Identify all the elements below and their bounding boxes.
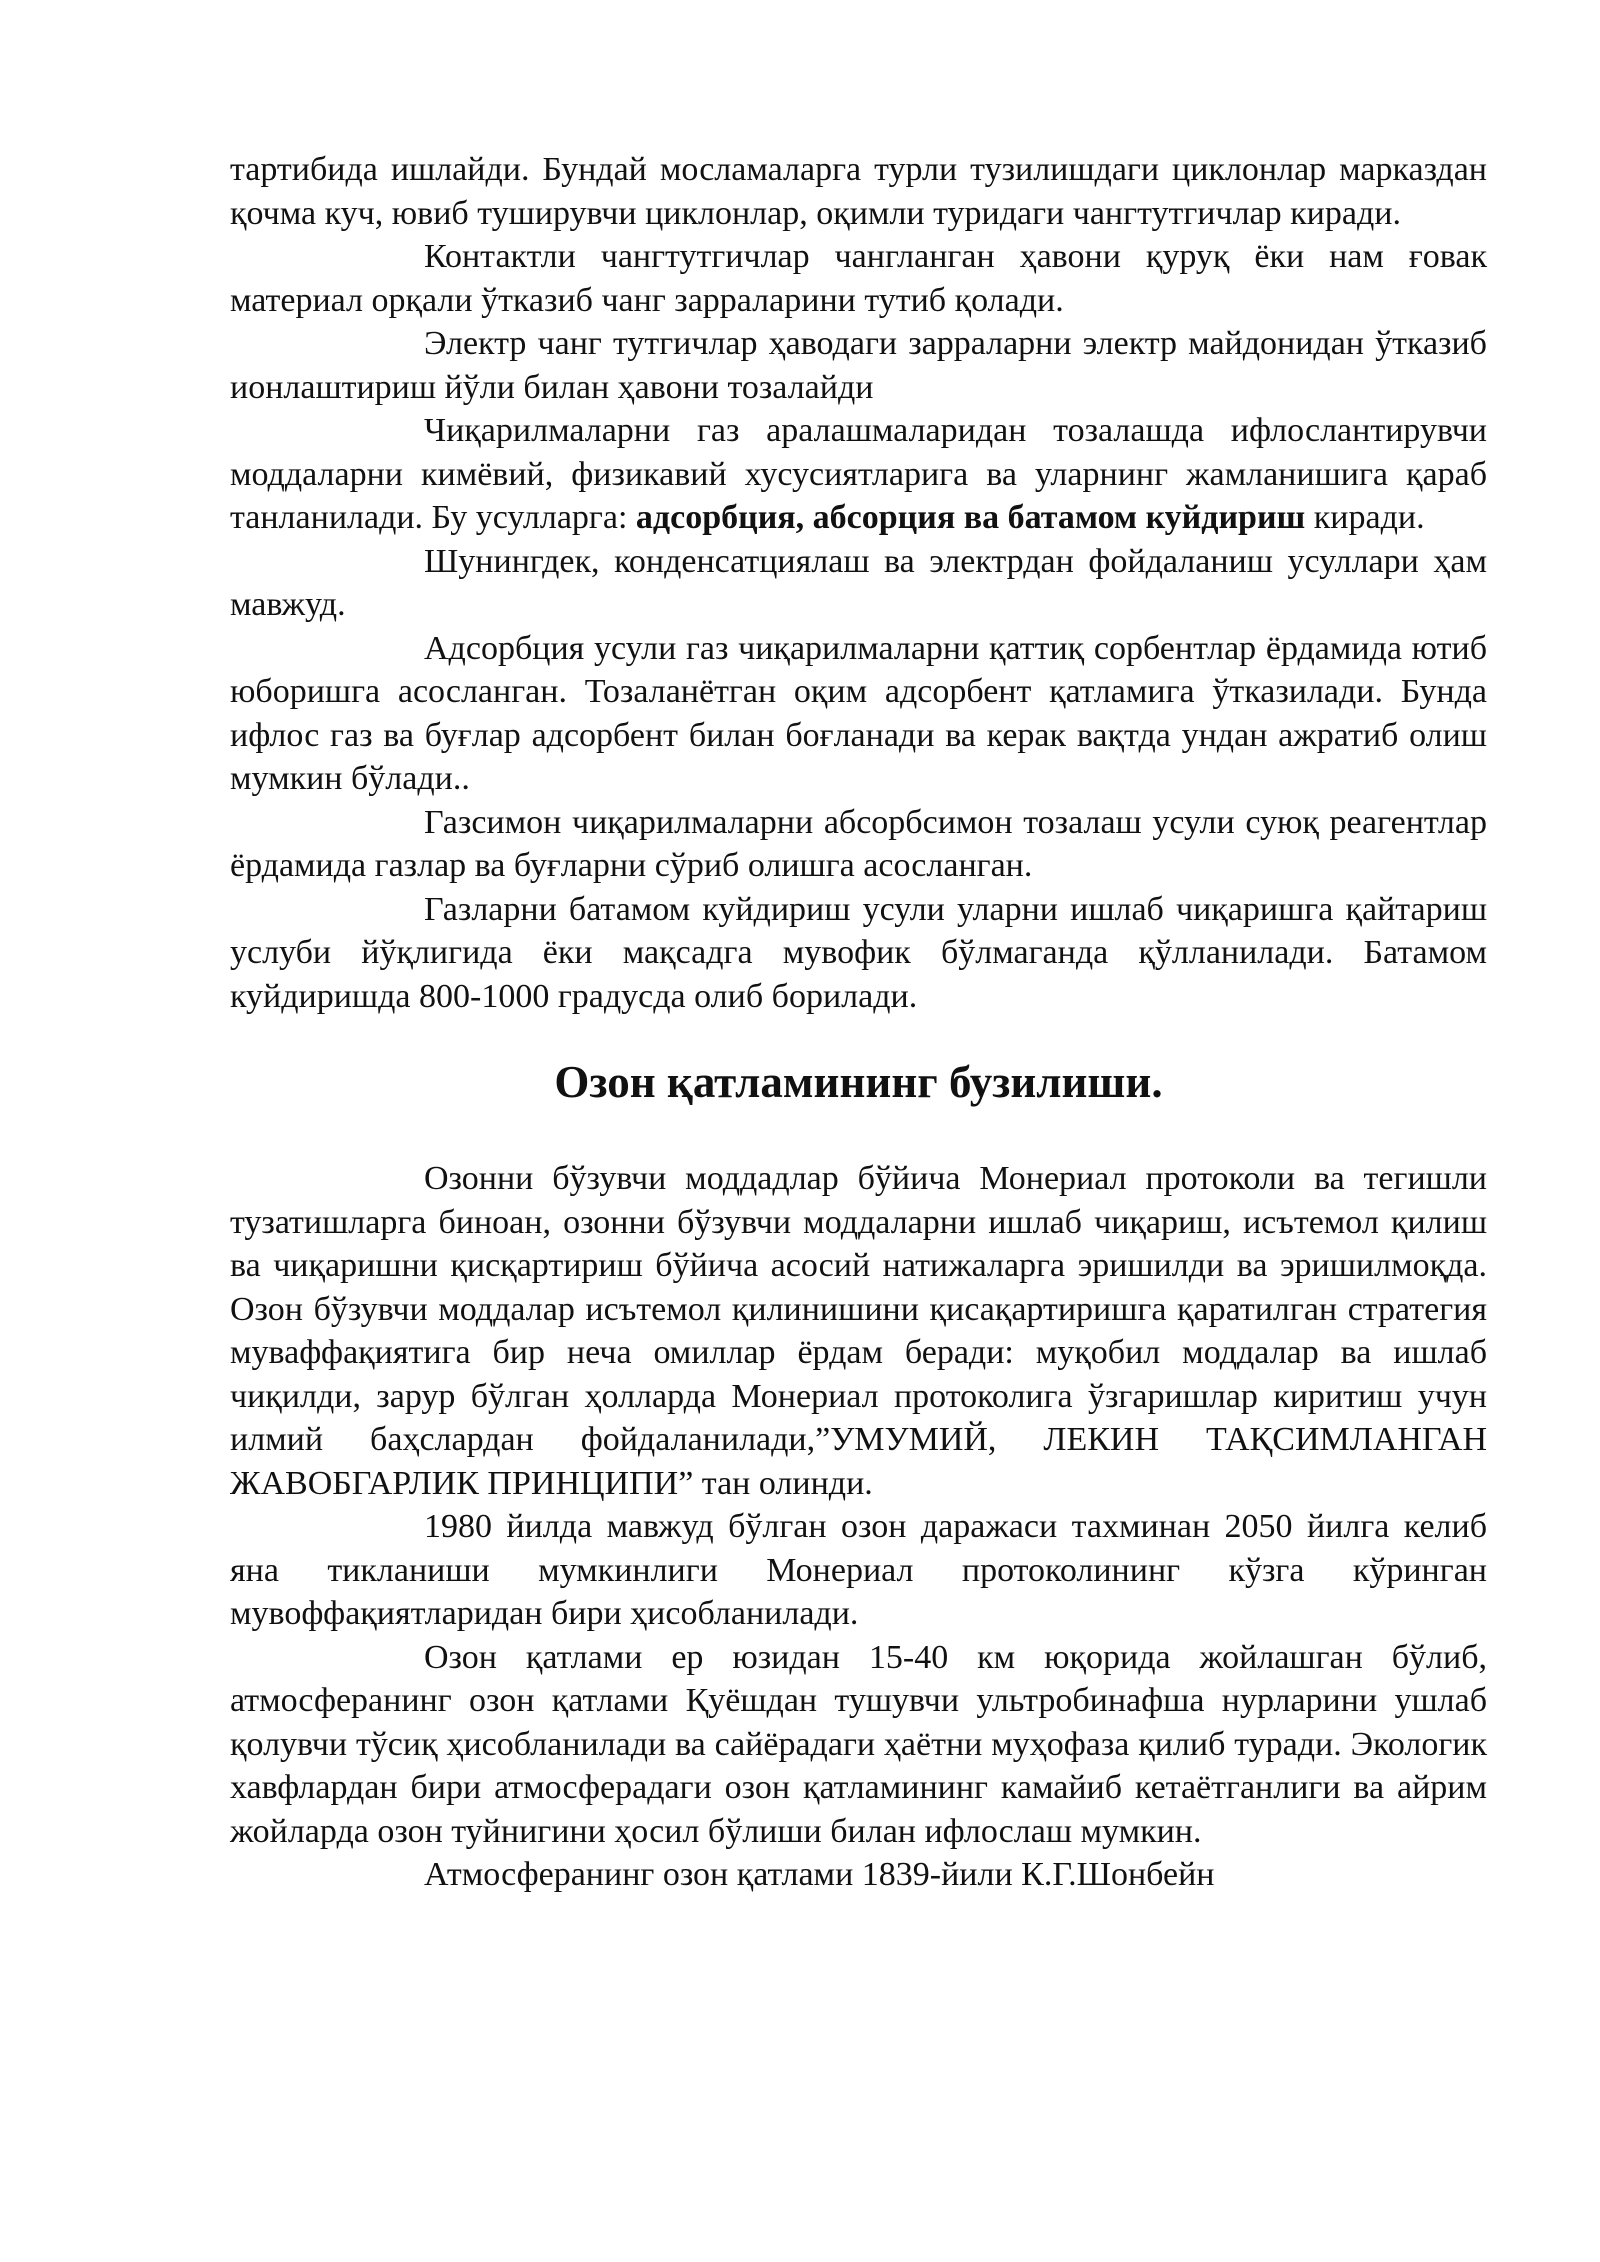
paragraph-adsorption: Адсорбция усули газ чиқарилмаларни қаттиқ сорбентлар ёрдамида ютиб юборишга асосланган. Тозаланётган оқим адсорбент қатламига ўтказилади. Бунда ифлос газ ва буғлар адсорбент билан боғланади ва керак вақтда ундан ажратиб олиш мумкин бўлади..: [230, 629, 1487, 797]
section-heading: Озон қатламининг бузилиши.: [554, 1057, 1163, 1107]
paragraph-absorption: Газсимон чиқарилмаларни абсорбсимон тозалаш усули суюқ реагентлар ёрдамида газлар ва буғларни сўриб олишга асосланган.: [230, 803, 1487, 884]
paragraph-gas-cleaning-methods: [230, 409, 1487, 540]
paragraph-combustion: Газларни батамом куйдириш усули уларни ишлаб чиқаришга қайтариш услуби йўқлигида ёки мақсадга мувофик бўлмаганда қўлланилади. Батамом куйдиришда 800-1000 градусда олиб борилади.: [230, 890, 1487, 1015]
paragraph-ozone-layer: Озон қатлами ер юзидан 15-40 км юқорида жойлашган бўлиб, атмосферанинг озон қатлами Қуёшдан тушувчи ультробинафша нурларини ушлаб қолувчи тўсиқ ҳисобланилади ва сайёрадаги ҳаётни муҳофаза қилиб туради. Экологик хавфлардан бири атмосферадаги озон қатламининг камайиб кетаётганлиги ва айрим жойларда озон туйнигини ҳосил бўлиши билан ифлослаш мумкин.: [230, 1638, 1487, 1850]
document-page: [230, 148, 1487, 1897]
paragraph-ozone-recovery: 1980 йилда мавжуд бўлган озон даражаси тахминан 2050 йилга келиб яна тикланиши мумкинлиги Монериал протоколининг кўзга кўринган мувоффақиятларидан бири ҳисобланилади.: [230, 1508, 1487, 1632]
paragraph-cyclone-devices: тартибида ишлайди. Бундай мосламаларга турли тузилишдаги циклонлар марказдан қочма куч, ювиб туширувчи циклонлар, оқимли туридаги чангтутгичлар киради.: [230, 151, 1487, 232]
paragraph-ozone-history: Атмосферанинг озон қатлами 1839-йили К.Г.Шонбейн: [424, 1856, 1215, 1893]
paragraph-electric-dust-collectors: Электр чанг тутгичлар ҳаводаги зарраларни электр майдонидан ўтказиб ионлаштириш йўли билан ҳавони тозалайди: [230, 325, 1487, 406]
paragraph-contact-dust-collectors: Контактли чангтутгичлар чангланган ҳавони қуруқ ёки нам ғовак материал орқали ўтказиб чанг зарраларини тутиб қолади.: [230, 238, 1487, 319]
gas-cleaning-methods-bold: адсорбция, абсорция ва батамом куйдириш: [635, 499, 1306, 536]
gas-cleaning-end: киради.: [1305, 499, 1425, 536]
paragraph-condensation: Шунингдек, конденсатциялаш ва электрдан фойдаланиш усуллари ҳам мавжуд.: [230, 542, 1487, 623]
gas-cleaning-text: Чиқарилмаларни газ аралашмаларидан тозалашда ифлослантирувчи моддаларни кимёвий, физикавий хусусиятларига ва уларнинг жамланишига қараб танланилади. Бу усулларга:: [230, 412, 1487, 536]
paragraph-montreal-protocol: Озонни бўзувчи моддадлар бўйича Монериал протоколи ва тегишли тузатишларга биноан, озонни бўзувчи моддаларни ишлаб чиқариш, исътемол қилиш ва чиқаришни қисқартириш бўйича асосий натижаларга эришилди ва эришилмоқда. Озон бўзувчи моддалар исътемол қилинишини қисақартиришга қаратилган стратегия муваффақиятига бир неча омиллар ёрдам беради: муқобил моддалар ва ишлаб чиқилди, зарур бўлган ҳолларда Монериал протоколига ўзгаришлар киритиш учун илмий баҳслардан фойдаланилади,”УМУМИЙ, ЛЕКИН ТАҚСИМЛАНГАН ЖАВОБГАРЛИК ПРИНЦИПИ” тан олинди.: [230, 1160, 1487, 1502]
